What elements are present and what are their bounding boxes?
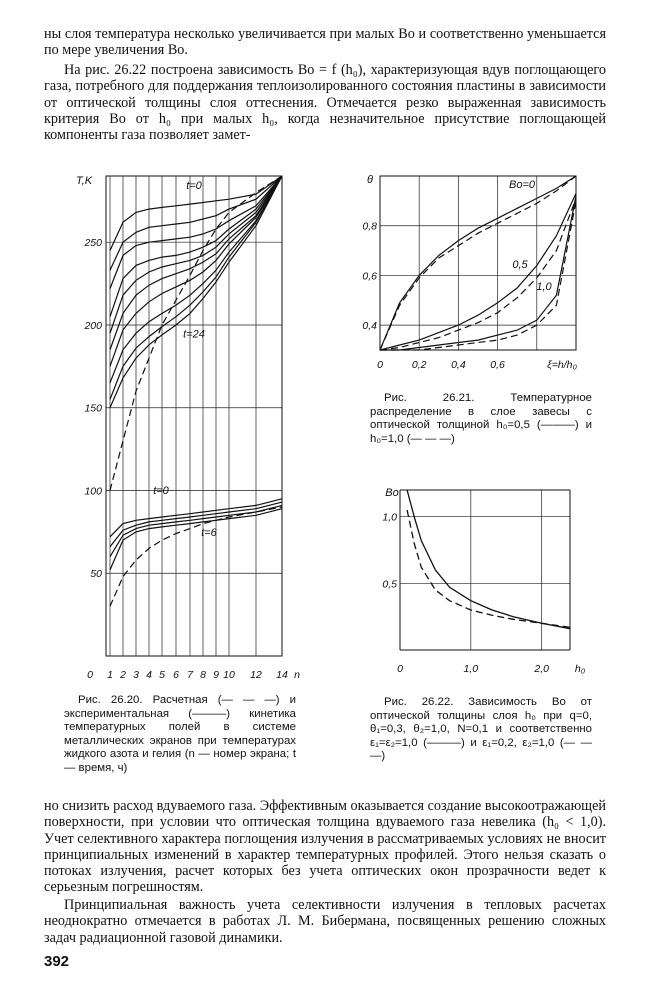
figure-26-22 (370, 482, 592, 682)
paragraph-2-text: На рис. 26.22 построена зависимость Во = f (h₀), характеризующая вдув поглощающего газа, потребного для поддержания теплоизолированного состояния пластины в зависимости от оптической толщины слоя оттеснения. Отмечается резко выраженная зависимость критерия Во от h₀ при малых h₀, когда незначительное присутствие поглощающей компоненты газа позволяет замет- (44, 62, 606, 144)
x-tick-label: 0 (397, 663, 403, 675)
annotation-t0-nitrogen: t=0 (186, 180, 202, 193)
caption-figure-26-22 (370, 696, 592, 764)
caption-figure-26-21-text: Рис. 26.21. Температурное распределение в слое завесы с оптической толщиной h₀=0,5 (———) и h₀=1,0 (— — —) (370, 392, 592, 445)
series-line (380, 198, 576, 350)
y-tick-label: 50 (90, 568, 102, 581)
series-line (380, 176, 576, 350)
x-tick-label: 0 (87, 669, 93, 681)
x-tick-label: 6 (173, 669, 179, 681)
x-axis-label: ξ=h/h₀ (547, 359, 577, 371)
annotation-t6: t=6 (201, 527, 217, 540)
y-tick-label: 100 (84, 485, 102, 498)
x-tick-label: 0,2 (411, 359, 427, 371)
curve-label-1-0: 1,0 (536, 281, 552, 293)
y-tick-label: 250 (84, 237, 102, 250)
paragraph-4 (44, 897, 606, 946)
x-tick-label: 9 (213, 669, 219, 681)
x-tick-label: 12 (250, 669, 262, 681)
caption-figure-26-20-text: Рис. 26.20. Расчетная (— — —) и экспериментальная (———) кинетика температурных полей в системе металлических экранов при температурах жидкого азота и гелия (n — номер экрана; t — время, ч) (64, 694, 296, 774)
y-tick-label: 0,5 (382, 578, 397, 591)
y-tick-label: 0,6 (362, 270, 377, 283)
caption-figure-26-20 (64, 694, 296, 776)
curve-label-bo0: Bo=0 (509, 179, 535, 191)
series-line (380, 196, 576, 350)
x-tick-label: 2,0 (534, 663, 549, 675)
series-line (407, 510, 570, 627)
annotation-t0-helium: t=0 (153, 484, 169, 497)
x-tick-label: 3 (133, 669, 139, 681)
x-tick-label: 14 (276, 669, 288, 681)
y-axis-label: Bo (385, 487, 399, 499)
x-tick-label: 0,6 (490, 359, 505, 371)
paragraph-2 (44, 62, 606, 143)
paragraph-4-text: Принципиальная важность учета селективности излучения в тепловых расчетах неоднократно отмечается в работах Л. М. Бибермана, посвященных решению сложных задач радиационной газовой динамики. (44, 897, 606, 946)
figure-26-21 (340, 168, 590, 386)
x-axis-label: h₀ (574, 663, 586, 675)
x-tick-label: 1,0 (463, 663, 479, 675)
y-tick-label: 1,0 (382, 511, 397, 524)
y-axis-label: T,K (75, 175, 93, 187)
x-tick-label: 10 (223, 669, 235, 681)
series-line (407, 490, 570, 629)
annotation-t24: t=24 (183, 328, 205, 341)
x-tick-label: 8 (200, 669, 206, 681)
series-line (380, 193, 576, 350)
x-tick-label: 1 (107, 669, 113, 681)
y-tick-label: 0,4 (362, 320, 377, 333)
caption-figure-26-21 (370, 392, 592, 446)
caption-figure-26-22-text: Рис. 26.22. Зависимость Во от оптической толщины слоя h₀ при q=0, θ₁=0,3, θ₂=1,0, N=0,1 и соответственно ε₁=ε₂=1,0 (———) и ε₁=0,2, ε₂=1,0 (— — —) (370, 696, 592, 763)
y-tick-label: 0,8 (362, 220, 377, 233)
figure-26-20 (66, 168, 302, 688)
paragraph-1: ны слоя температура несколько увеличивается при малых Во и соответственно уменьшается по мере увеличения Во. (44, 26, 606, 59)
paragraph-3: но снизить расход вдуваемого газа. Эффективным оказывается создание высокоотражающей поверхности, при условии что оптическая толщина вдуваемого газа невелика (h₀ < 1,0). Учет селективного характера поглощения излучения в рассматриваемых условиях не вносит принципиальных изменений в характер температурных профилей. Этого нельзя сказать о потоках излучения, расчет которых без учета оптических окон прозрачности ведет к серьезным погрешностям. (44, 798, 606, 896)
x-tick-label: 0 (377, 359, 383, 371)
x-tick-label: 0,4 (451, 359, 466, 371)
plot-frame (380, 176, 576, 350)
x-tick-label: 5 (159, 669, 165, 681)
curve-label-0-5: 0,5 (512, 259, 528, 271)
x-tick-label: 4 (146, 669, 152, 681)
y-axis-label: θ (367, 174, 373, 186)
x-tick-label: 7 (187, 669, 193, 681)
x-tick-label: 2 (120, 669, 126, 681)
series-line (380, 176, 576, 350)
page-number: 392 (44, 953, 70, 970)
x-axis-label: n (294, 669, 300, 681)
y-tick-label: 150 (84, 402, 102, 415)
y-tick-label: 200 (84, 319, 102, 332)
